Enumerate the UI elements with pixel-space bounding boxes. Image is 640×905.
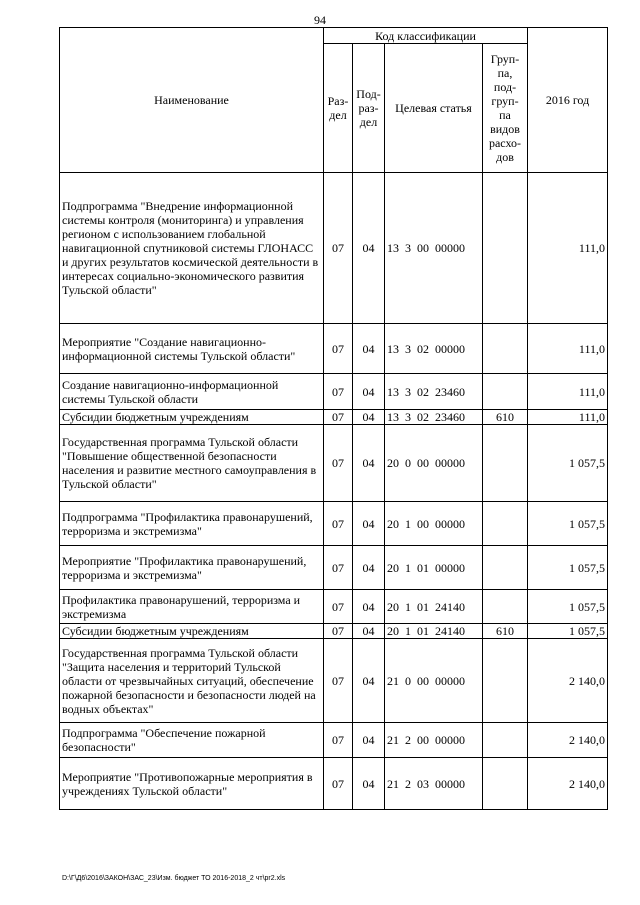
header-code: Код классификации — [324, 28, 528, 44]
row-target: 13 3 00 00000 — [385, 173, 483, 324]
row-subsection: 04 — [353, 758, 385, 810]
row-amount: 2 140,0 — [528, 723, 608, 758]
row-name: Подпрограмма "Внедрение информационной системы контроля (мониторинга) и управления регионом с использованием глобальной навигационной спутниковой системы ГЛОНАСС и других результатов космической деятельности в интересах социально-экономического развития Тульской области" — [60, 173, 324, 324]
table-row — [60, 410, 608, 425]
table-row — [60, 425, 608, 502]
table-row — [60, 324, 608, 374]
row-section: 07 — [324, 590, 353, 624]
row-target: 21 0 00 00000 — [385, 639, 483, 723]
header-name: Наименование — [60, 28, 324, 173]
header-year: 2016 год — [528, 28, 608, 173]
row-section: 07 — [324, 723, 353, 758]
row-expense-group: 610 — [483, 624, 528, 639]
row-subsection: 04 — [353, 502, 385, 546]
table-row — [60, 624, 608, 639]
row-section: 07 — [324, 410, 353, 425]
row-section: 07 — [324, 502, 353, 546]
row-expense-group: 610 — [483, 410, 528, 425]
header-expense-group: Груп- па, под- груп- па видов расхо- дов — [483, 44, 528, 173]
row-target: 20 0 00 00000 — [385, 425, 483, 502]
row-section: 07 — [324, 324, 353, 374]
row-name: Мероприятие "Создание навигационно-информационной системы Тульской области" — [60, 324, 324, 374]
row-amount: 1 057,5 — [528, 624, 608, 639]
row-expense-group — [483, 374, 528, 410]
row-subsection: 04 — [353, 173, 385, 324]
table-row — [60, 374, 608, 410]
row-subsection: 04 — [353, 639, 385, 723]
row-section: 07 — [324, 425, 353, 502]
row-amount: 1 057,5 — [528, 546, 608, 590]
row-subsection: 04 — [353, 546, 385, 590]
row-expense-group — [483, 502, 528, 546]
row-name: Подпрограмма "Профилактика правонарушений, терроризма и экстремизма" — [60, 502, 324, 546]
row-subsection: 04 — [353, 324, 385, 374]
row-name: Государственная программа Тульской области "Повышение общественной безопасности населения и развитие местного самоуправления в Тульской области" — [60, 425, 324, 502]
row-target: 21 2 00 00000 — [385, 723, 483, 758]
row-amount: 111,0 — [528, 374, 608, 410]
row-amount: 111,0 — [528, 410, 608, 425]
row-target: 21 2 03 00000 — [385, 758, 483, 810]
row-name: Мероприятие "Профилактика правонарушений, терроризма и экстремизма" — [60, 546, 324, 590]
row-expense-group — [483, 425, 528, 502]
table-row — [60, 758, 608, 810]
row-amount: 111,0 — [528, 324, 608, 374]
row-name: Мероприятие "Противопожарные мероприятия в учреждениях Тульской области" — [60, 758, 324, 810]
row-amount: 2 140,0 — [528, 639, 608, 723]
file-path-footer: D:\Г\Д6\2016\ЗАКОН\ЗАС_23\Изм. бюджет ТО 2016-2018_2 чт\pr2.xls — [62, 875, 286, 882]
row-name: Субсидии бюджетным учреждениям — [60, 410, 324, 425]
row-expense-group — [483, 324, 528, 374]
row-subsection: 04 — [353, 590, 385, 624]
row-target: 20 1 00 00000 — [385, 502, 483, 546]
table-row — [60, 502, 608, 546]
header-target: Целевая статья — [385, 44, 483, 173]
row-name: Государственная программа Тульской области "Защита населения и территорий Тульской области от чрезвычайных ситуаций, обеспечение пожарной безопасности и безопасности людей на водных объектах" — [60, 639, 324, 723]
row-amount: 111,0 — [528, 173, 608, 324]
row-target: 20 1 01 24140 — [385, 590, 483, 624]
row-expense-group — [483, 173, 528, 324]
row-subsection: 04 — [353, 410, 385, 425]
row-expense-group — [483, 758, 528, 810]
row-subsection: 04 — [353, 723, 385, 758]
table-row — [60, 546, 608, 590]
row-name: Профилактика правонарушений, терроризма и экстремизма — [60, 590, 324, 624]
header-row-top — [60, 28, 608, 44]
row-amount: 1 057,5 — [528, 425, 608, 502]
row-expense-group — [483, 590, 528, 624]
row-section: 07 — [324, 374, 353, 410]
row-subsection: 04 — [353, 425, 385, 502]
header-section: Раз- дел — [324, 44, 353, 173]
row-target: 13 3 02 00000 — [385, 324, 483, 374]
row-subsection: 04 — [353, 374, 385, 410]
row-section: 07 — [324, 546, 353, 590]
table-row — [60, 590, 608, 624]
row-name: Субсидии бюджетным учреждениям — [60, 624, 324, 639]
budget-table — [59, 27, 608, 810]
table-row — [60, 173, 608, 324]
table-row — [60, 639, 608, 723]
row-expense-group — [483, 639, 528, 723]
header-subsection: Под- раз- дел — [353, 44, 385, 173]
row-name: Подпрограмма "Обеспечение пожарной безопасности" — [60, 723, 324, 758]
row-section: 07 — [324, 639, 353, 723]
table-row — [60, 723, 608, 758]
row-amount: 1 057,5 — [528, 502, 608, 546]
row-section: 07 — [324, 758, 353, 810]
row-expense-group — [483, 546, 528, 590]
row-target: 13 3 02 23460 — [385, 410, 483, 425]
table-body — [60, 173, 608, 810]
row-section: 07 — [324, 173, 353, 324]
row-amount: 2 140,0 — [528, 758, 608, 810]
page-number: 94 — [314, 13, 326, 27]
row-section: 07 — [324, 624, 353, 639]
row-name: Создание навигационно-информационной системы Тульской области — [60, 374, 324, 410]
row-target: 20 1 01 00000 — [385, 546, 483, 590]
row-subsection: 04 — [353, 624, 385, 639]
row-amount: 1 057,5 — [528, 590, 608, 624]
row-target: 20 1 01 24140 — [385, 624, 483, 639]
row-target: 13 3 02 23460 — [385, 374, 483, 410]
row-expense-group — [483, 723, 528, 758]
